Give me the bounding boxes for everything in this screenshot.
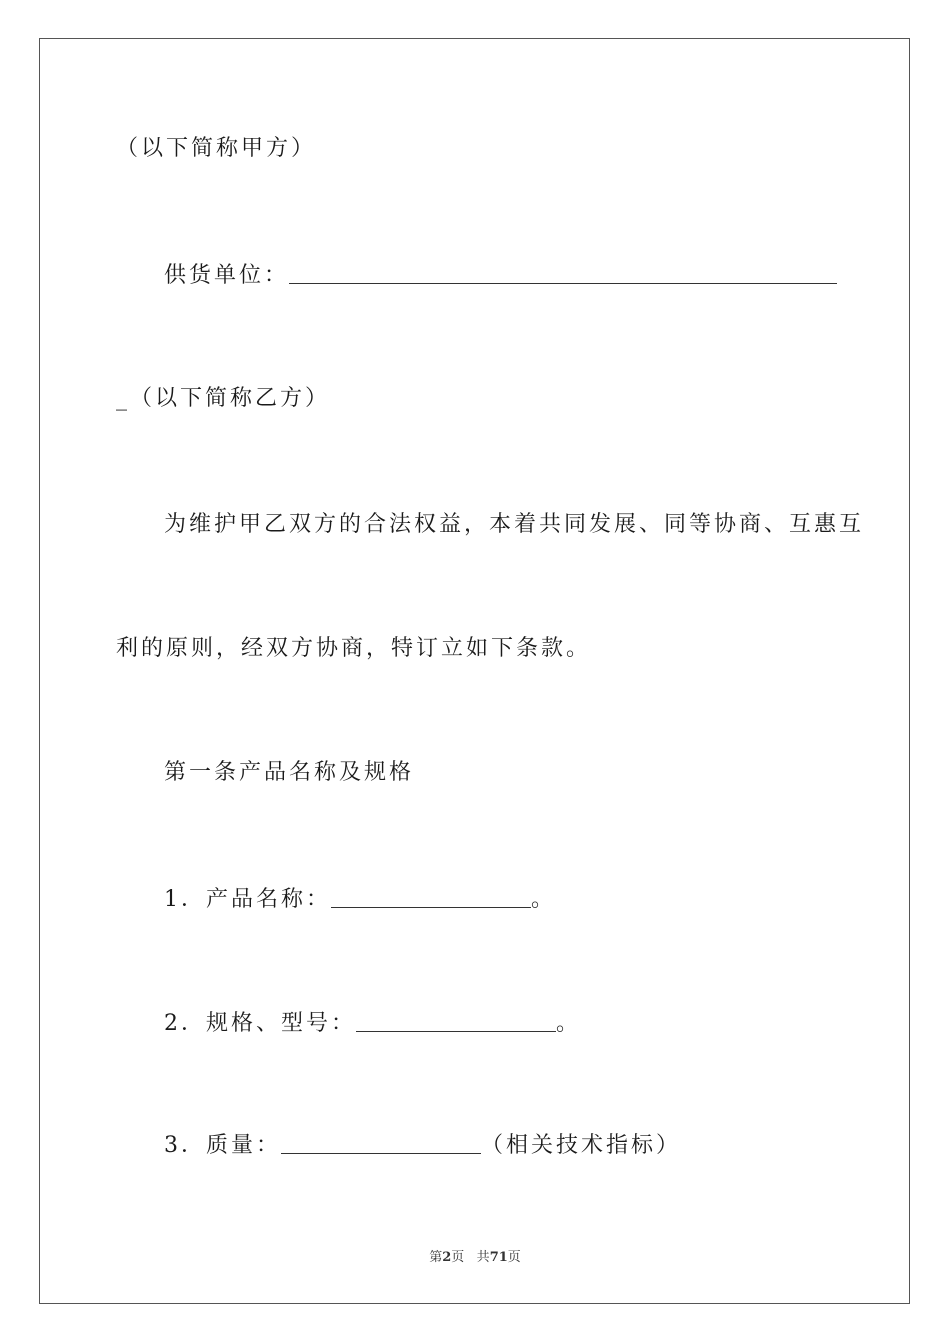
footer-total-pages: 71 <box>489 1250 508 1265</box>
supplier-blank <box>289 263 837 284</box>
item-1-blank <box>331 887 531 908</box>
item-1-end: 。 <box>531 887 557 912</box>
item-2-end: 。 <box>556 1011 582 1036</box>
footer-page-prefix: 第 <box>429 1250 443 1265</box>
item-3-label: 3．质量： <box>164 1133 281 1158</box>
supplier-line <box>164 261 837 291</box>
party-b-suffix: （以下简称乙方） <box>130 386 331 411</box>
preamble-line-2: 利的原则，经双方协商，特订立如下条款。 <box>116 636 592 661</box>
item-2-blank <box>356 1011 556 1032</box>
item-1-line <box>164 885 556 915</box>
page-footer <box>0 1246 950 1265</box>
item-3-blank <box>281 1133 481 1154</box>
footer-total-prefix: 共 <box>476 1250 490 1265</box>
party-b-line <box>116 384 330 414</box>
supplier-label: 供货单位： <box>164 263 290 288</box>
party-b-prefix: _ <box>116 386 130 411</box>
party-a-suffix: （以下简称甲方） <box>116 136 317 161</box>
item-3-line <box>164 1131 681 1161</box>
item-2-label: 2．规格、型号： <box>164 1011 356 1036</box>
footer-total-suffix: 页 <box>507 1250 521 1265</box>
preamble-line-1: 为维护甲乙双方的合法权益，本着共同发展、同等协商、互惠互 <box>164 512 865 537</box>
item-2-line <box>164 1009 581 1039</box>
item-1-label: 1．产品名称： <box>164 887 331 912</box>
item-3-end: （相关技术指标） <box>481 1133 682 1158</box>
page-border <box>39 38 910 1304</box>
article-1-title: 第一条产品名称及规格 <box>164 760 415 785</box>
footer-page-number: 2 <box>442 1250 452 1265</box>
footer-page-suffix: 页 <box>451 1250 465 1265</box>
